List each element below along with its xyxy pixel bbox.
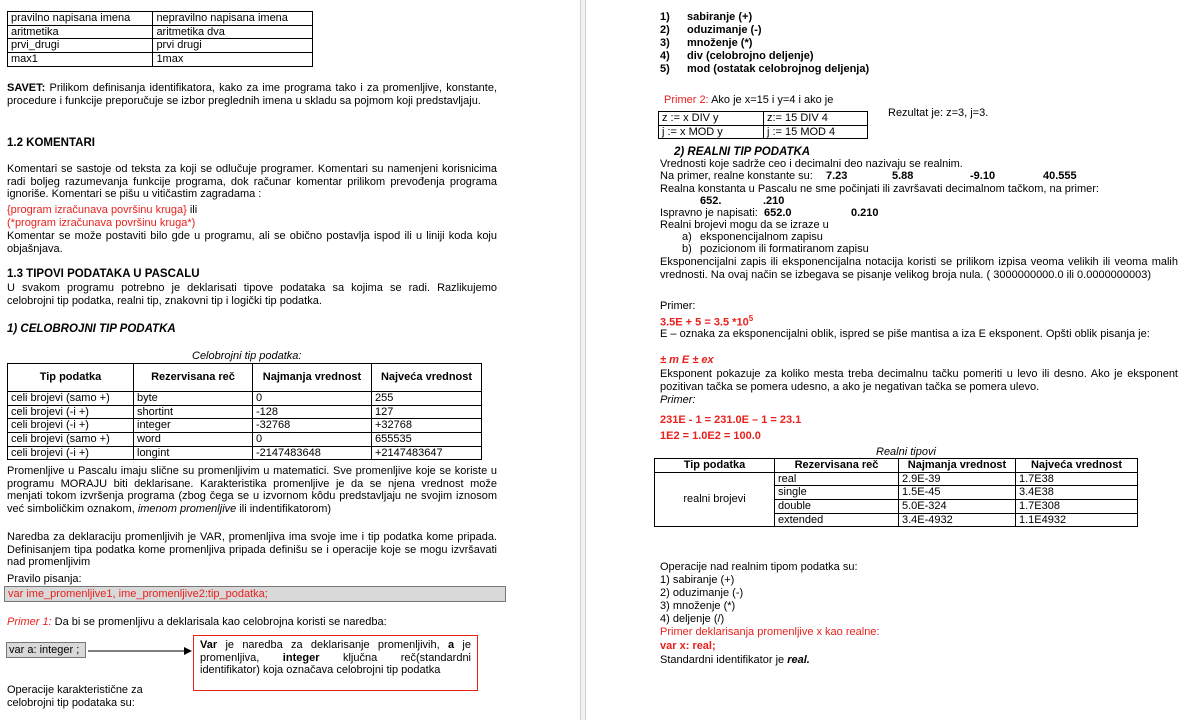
example-line-1: 231E - 1 = 231.0E – 1 = 23.1 [660, 414, 802, 426]
const-value: 7.23 [826, 170, 848, 182]
table-cell: -128 [253, 405, 372, 419]
const-value: -9.10 [970, 170, 996, 182]
table-header: Rezervisana reč [775, 459, 899, 473]
primer-deklarisanja: Primer deklarisanja promenljive x kao realne: [660, 626, 880, 638]
var-explanation-box [193, 635, 478, 691]
div-mod-table [658, 111, 868, 139]
realni-text-3: Realna konstanta u Pascalu ne sme počinjati ili završavati decimalnom tačkom, na primer: [660, 183, 1099, 195]
exp-example-text: 3.5E + 5 = 3.5 *10 [660, 316, 749, 329]
primer1-line [7, 616, 387, 629]
savet-text: Prilikom definisanja identifikatora, kako za ime programa tako i za promenljive, konstante, procedure i funkcije preporučuje se izbor preglednih imena u skladu sa pojmom koji predstavljaju. [7, 82, 497, 107]
note-a: a [448, 639, 455, 651]
table-cell: j := x MOD y [659, 125, 764, 139]
promenljive-text-end: ili indentifikatorom) [236, 502, 332, 515]
table-cell: prvi_drugi [8, 39, 153, 53]
table-row [8, 446, 482, 460]
exp-example [660, 314, 753, 329]
real-table-caption: Realni tipovi [876, 446, 936, 458]
list-item [660, 24, 869, 37]
pravilo-code: var ime_promenljive1, ime_promenljive2:tip_podatka; [4, 586, 506, 602]
table-cell: extended [775, 513, 899, 527]
table-cell: 1.7E38 [1016, 472, 1138, 486]
izraz-list [682, 231, 869, 255]
arrow-icon [88, 645, 192, 657]
table-cell: aritmetika [8, 25, 153, 39]
table-cell: celi brojevi (-i +) [8, 419, 134, 433]
list-number: 5) [660, 63, 670, 75]
list-item: 1) sabiranje (+) [660, 574, 735, 586]
list-item [682, 243, 869, 255]
table-row [8, 392, 482, 406]
table-cell: 3.4E38 [1016, 486, 1138, 500]
table-row [8, 432, 482, 446]
table-cell: j := 15 MOD 4 [764, 125, 868, 139]
eksponent-paragraph: Eksponent pokazuje za koliko mesta treba decimalnu tačku pomeriti u levo ili desno. Ako je eksponent pozitivan tačka se pomera udesno, a ako je negativan tačka se pomera ulevo. [660, 368, 1178, 393]
table-cell: +2147483647 [372, 446, 482, 460]
table-cell: prvi drugi [153, 39, 313, 53]
realni-text-4: Realni brojevi mogu da se izraze u [660, 219, 829, 231]
list-item: 2) oduzimanje (-) [660, 587, 744, 599]
table-cell: 1max [153, 52, 313, 66]
table-cell: celi brojevi (-i +) [8, 446, 134, 460]
table-cell: 127 [372, 405, 482, 419]
pravilo-label: Pravilo pisanja: [7, 573, 82, 585]
eksp-paragraph: Eksponencijalni zapis ili eksponencijalna notacija koristi se prilikom izpisa veoma velikih ili veoma malih vrednosti. Na ovaj način se izbegava se pisanje velikog broja nula. ( 3000000000.0 ili 0.0000000003) [660, 256, 1178, 281]
right-page [588, 0, 1200, 720]
operacije-paragraph: Operacije karakteristične za celobrojni tip podataka su: [7, 684, 143, 709]
table-header: Najmanja vrednost [899, 459, 1016, 473]
const-value: 40.555 [1043, 170, 1077, 182]
real-operations-list [660, 574, 743, 626]
table-row [659, 112, 868, 126]
primer2-line [664, 94, 833, 107]
comment-curly: {program izračunava površinu kruga} [7, 204, 187, 216]
table-cell: realni brojevi [655, 472, 775, 527]
list-item [660, 63, 869, 76]
var-explanation-text [200, 639, 471, 677]
table-row [8, 405, 482, 419]
rezultat-text: Rezultat je: z=3, j=3. [888, 107, 989, 119]
realni-text-1: Vrednosti koje sadrže ceo i decimalni deo nazivaju se realnim. [660, 158, 963, 170]
list-letter: b) [682, 243, 692, 255]
list-number: 2) [660, 24, 670, 36]
savet-paragraph [7, 82, 497, 107]
comment-example-2: (*program izračunava površinu kruga*) [7, 217, 196, 229]
realni-heading: 2) REALNI TIP PODATKA [674, 146, 811, 158]
table-cell: celi brojevi (samo +) [8, 432, 134, 446]
table-cell: integer [134, 419, 253, 433]
std-text: Standardni identifikator je [660, 654, 788, 666]
table-header: Rezervisana reč [134, 364, 253, 392]
table-header: Najveća vrednost [1016, 459, 1138, 473]
table-cell: 1.5E-45 [899, 486, 1016, 500]
page-divider [580, 0, 586, 720]
table-cell: double [775, 499, 899, 513]
table-cell: 1.7E308 [1016, 499, 1138, 513]
std-identifier-line [660, 654, 810, 667]
list-text: oduzimanje (-) [687, 24, 762, 36]
table-cell: 0 [253, 392, 372, 406]
oper-real-text: Operacije nad realnim tipom podatka su: [660, 561, 858, 573]
table-cell: z := x DIV y [659, 112, 764, 126]
list-item: 3) množenje (*) [660, 600, 736, 612]
table-cell: shortint [134, 405, 253, 419]
table-header: Najmanja vrednost [253, 364, 372, 392]
list-number: 3) [660, 37, 670, 49]
table-row [659, 125, 868, 139]
list-text: div (celobrojno deljenje) [687, 50, 814, 62]
const-value: 5.88 [892, 170, 914, 182]
list-number: 1) [660, 11, 670, 23]
table-cell: max1 [8, 52, 153, 66]
comment-ili: ili [186, 204, 198, 216]
table-cell: 1.1E4932 [1016, 513, 1138, 527]
table-cell: celi brojevi (samo +) [8, 392, 134, 406]
primer2-label: Primer 2: [664, 94, 709, 106]
table-header: Tip podatka [655, 459, 775, 473]
primer1-text: Da bi se promenljivu a deklarisala kao celobrojna koristi se naredba: [51, 616, 387, 628]
primer1-label: Primer 1: [7, 616, 52, 628]
primer2-text: Ako je x=15 i y=4 i ako je [708, 94, 834, 106]
table-cell: byte [134, 392, 253, 406]
left-page [0, 0, 578, 720]
note-text: ključna reč(standardni identifikator) koja označava celobrojni tip podatka [200, 651, 472, 677]
table-cell: -32768 [253, 419, 372, 433]
const-value: 0.210 [851, 207, 879, 219]
list-item [660, 37, 869, 50]
table-row [655, 472, 1138, 486]
list-text: množenje (*) [687, 37, 753, 49]
var-x-code: var x: real; [660, 640, 716, 652]
table-cell: aritmetika dva [153, 25, 313, 39]
comment-example-1 [7, 204, 197, 217]
list-item [682, 231, 869, 243]
list-number: 4) [660, 50, 670, 62]
table-cell: real [775, 472, 899, 486]
table-cell: 2.9E-39 [899, 472, 1016, 486]
note-text: je promenljiva, [200, 639, 471, 664]
const-value: 652. [700, 195, 722, 207]
list-item [660, 50, 869, 63]
realni-consts-line [660, 170, 1180, 183]
e-paragraph: E – oznaka za eksponencijalni oblik, ispred se piše mantisa a iza E eksponent. Opšti oblik pisanja je: [660, 328, 1150, 340]
table-row [8, 419, 482, 433]
tipovi-heading: 1.3 TIPOVI PODATAKA U PASCALU [7, 268, 200, 280]
table-header: Najveća vrednost [372, 364, 482, 392]
list-letter: a) [682, 231, 692, 243]
example-line-2: 1E2 = 1.0E2 = 100.0 [660, 430, 761, 442]
table-cell: longint [134, 446, 253, 460]
komentari-heading: 1.2 KOMENTARI [7, 137, 95, 149]
komentari-paragraph: Komentari se sastoje od teksta za koji se odlučuje programer. Komentari su namenjeni korisnicima radi boljeg razumevanja funkcije programa, dok računar komentar prilikom prevođenja programa ignoriše. Komentari se pišu u vitičastim zagradama : [7, 163, 497, 201]
table-cell: 0 [253, 432, 372, 446]
list-item: 4) deljenje (/) [660, 613, 725, 625]
promenljive-italic: imenom promenljive [137, 502, 237, 515]
list-item [660, 11, 869, 24]
table-cell: z:= 15 DIV 4 [764, 112, 868, 126]
general-formula: ± m E ± ex [660, 354, 714, 366]
note-integer: integer [282, 651, 320, 664]
ispravno-label: Ispravno je napisati: [660, 207, 758, 219]
int-table-caption: Celobrojni tip podatka: [192, 350, 302, 362]
promenljive-paragraph [7, 465, 497, 516]
const-value: 652.0 [764, 207, 792, 219]
list-text: sabiranje (+) [687, 11, 753, 23]
table-cell: single [775, 486, 899, 500]
std-real: real. [787, 654, 810, 666]
note-text: je naredba za deklarisanje promenljivih, [217, 639, 448, 651]
primer-label: Primer: [660, 300, 696, 312]
savet-label: SAVET: [7, 82, 46, 94]
naredba-paragraph: Naredba za deklaraciju promenljivih je VAR, promenljiva ima svoje ime i tip podatka kome pripada. Definisanjem tipa podatka kome promenljiva pripada definišu se i operacije koje se mogu izvršavati nad promenljivim [7, 531, 497, 569]
table-cell: 5.0E-324 [899, 499, 1016, 513]
const-value: .210 [763, 195, 785, 207]
list-text: eksponencijalnom zapisu [700, 231, 823, 243]
celobrojni-heading: 1) CELOBROJNI TIP PODATKA [7, 323, 176, 335]
table-cell: word [134, 432, 253, 446]
table-header: nepravilno napisana imena [153, 12, 313, 26]
var-a-code: var a: integer ; [6, 642, 86, 658]
integer-types-table [7, 363, 482, 460]
realni-text-2: Na primer, realne konstante su: [660, 170, 813, 182]
table-cell: celi brojevi (-i +) [8, 405, 134, 419]
list-text: mod (ostatak celobrojnog deljenja) [687, 63, 870, 75]
table-cell: 655535 [372, 432, 482, 446]
real-types-table [654, 458, 1138, 527]
note-var: Var [200, 639, 218, 651]
table-cell: +32768 [372, 419, 482, 433]
komentari-paragraph-2: Komentar se može postaviti bilo gde u programu, ali se obično postavlja ispod ili u liniji koda koju objašnjava. [7, 230, 497, 255]
list-text: pozicionom ili formatiranom zapisu [700, 243, 869, 255]
primer-italic: Primer: [660, 394, 696, 406]
exp-superscript: 5 [748, 314, 754, 323]
tipovi-paragraph: U svakom programu potrebno je deklarisati tipove podataka sa kojima se radi. Razlikujemo celobrojni tip podatka, realni tip, znakovni tip i logički tip podatka. [7, 282, 497, 307]
table-header: pravilno napisana imena [8, 12, 153, 26]
table-cell: 255 [372, 392, 482, 406]
promenljive-text: Promenljive u Pascalu imaju slične su promenljivim u matematici. Sve promenljive koje se koriste u programu MORAJU biti deklarisane. Karakteristika promenljive je da se njena vrednost može menjati tokom izvršenja programa (zbog čega se u izvornom kôdu predstavljaju ne svojim iznosom već simboličkim oznakom, [7, 465, 497, 515]
integer-operations-list [660, 11, 869, 76]
table-header: Tip podatka [8, 364, 134, 392]
table-cell: -2147483648 [253, 446, 372, 460]
identifier-names-table [7, 11, 313, 67]
table-cell: 3.4E-4932 [899, 513, 1016, 527]
